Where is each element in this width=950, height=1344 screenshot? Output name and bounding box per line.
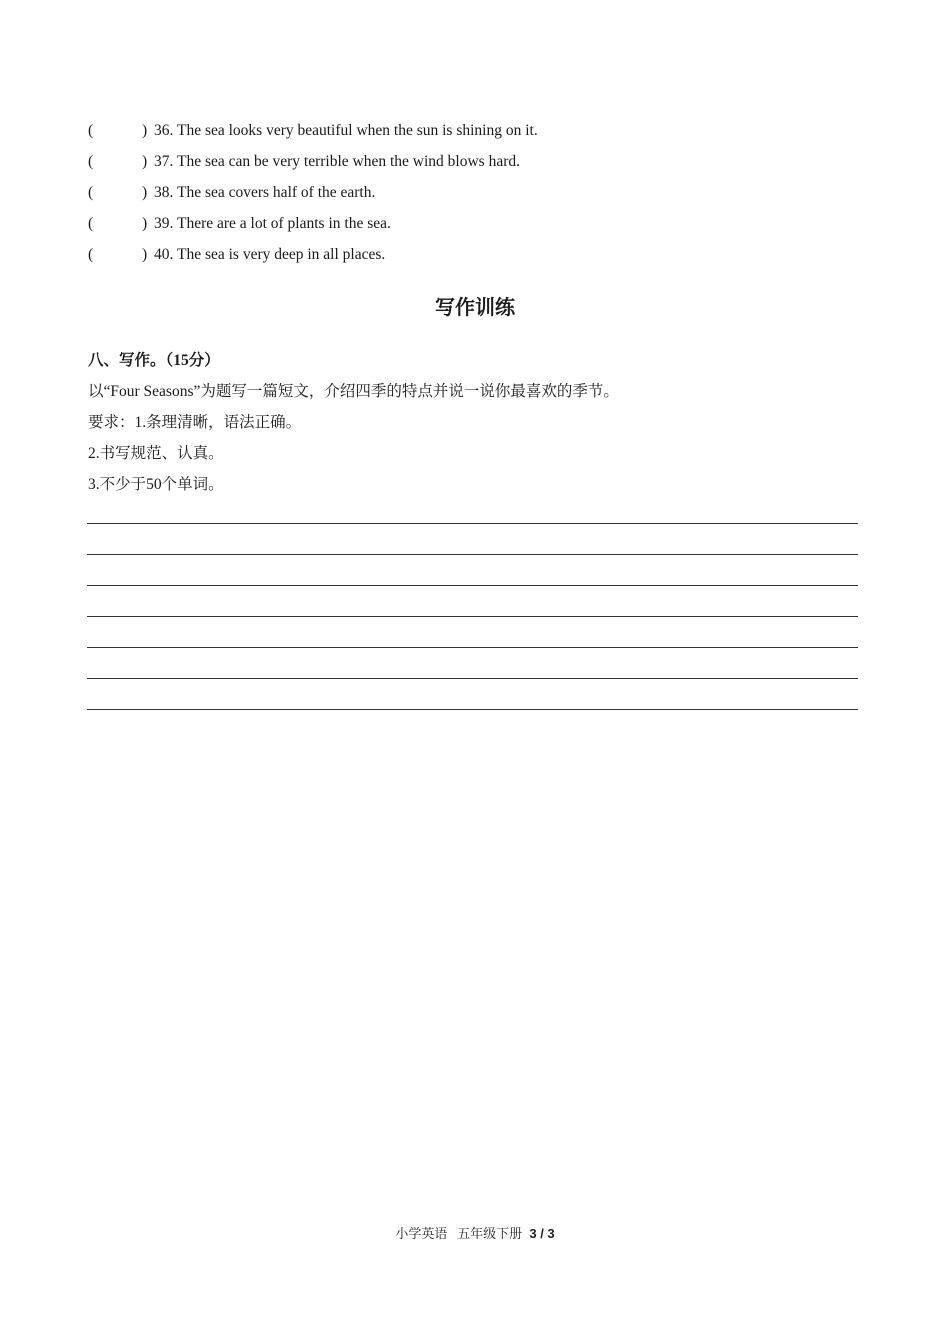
page-number: 3 / 3 bbox=[529, 1226, 555, 1241]
question-text: 40. The sea is very deep in all places. bbox=[154, 246, 386, 263]
writing-task bbox=[88, 348, 878, 503]
answer-line[interactable] bbox=[87, 616, 858, 647]
answer-paren-close: ) bbox=[142, 122, 148, 139]
question-row-38 bbox=[88, 180, 868, 211]
section-heading: 写作训练 bbox=[435, 295, 515, 319]
task-requirement-3: 3.不少于50个单词。 bbox=[88, 476, 224, 493]
true-false-question-list bbox=[88, 118, 868, 273]
answer-line[interactable] bbox=[87, 554, 858, 585]
question-text: 38. The sea covers half of the earth. bbox=[154, 184, 376, 201]
answer-blank[interactable] bbox=[108, 242, 142, 273]
task-title: 八、写作。（15分） bbox=[88, 352, 220, 369]
answer-blank[interactable] bbox=[108, 180, 142, 211]
task-requirement-2: 2.书写规范、认真。 bbox=[88, 445, 224, 462]
question-row-40 bbox=[88, 242, 868, 273]
answer-paren-close: ) bbox=[142, 184, 148, 201]
task-prompt: 以“Four Seasons”为题写一篇短文，介绍四季的特点并说一说你最喜欢的季节。 bbox=[88, 383, 619, 400]
answer-paren-open: ( bbox=[88, 153, 94, 170]
question-text: 36. The sea looks very beautiful when the sun is shining on it. bbox=[154, 122, 538, 139]
answer-line[interactable] bbox=[87, 709, 858, 740]
answer-line[interactable] bbox=[87, 647, 858, 678]
answer-line[interactable] bbox=[87, 523, 858, 554]
question-row-39 bbox=[88, 211, 868, 242]
answer-paren-open: ( bbox=[88, 122, 94, 139]
answer-blank[interactable] bbox=[108, 118, 142, 149]
footer-subject: 小学英语 bbox=[395, 1226, 448, 1241]
answer-paren-open: ( bbox=[88, 246, 94, 263]
question-text: 37. The sea can be very terrible when the wind blows hard. bbox=[154, 153, 520, 170]
answer-line[interactable] bbox=[87, 678, 858, 709]
answer-blank[interactable] bbox=[108, 149, 142, 180]
page-footer bbox=[0, 1224, 950, 1244]
answer-line[interactable] bbox=[87, 585, 858, 616]
question-row-37 bbox=[88, 149, 868, 180]
question-row-36 bbox=[88, 118, 868, 149]
answer-writing-area[interactable] bbox=[87, 523, 858, 740]
answer-paren-close: ) bbox=[142, 246, 148, 263]
answer-blank[interactable] bbox=[108, 211, 142, 242]
answer-paren-close: ) bbox=[142, 153, 148, 170]
answer-paren-open: ( bbox=[88, 184, 94, 201]
footer-grade: 五年级下册 bbox=[457, 1226, 523, 1241]
task-requirement-1: 要求：1.条理清晰，语法正确。 bbox=[88, 414, 302, 431]
question-text: 39. There are a lot of plants in the sea. bbox=[154, 215, 391, 232]
answer-paren-close: ) bbox=[142, 215, 148, 232]
answer-paren-open: ( bbox=[88, 215, 94, 232]
